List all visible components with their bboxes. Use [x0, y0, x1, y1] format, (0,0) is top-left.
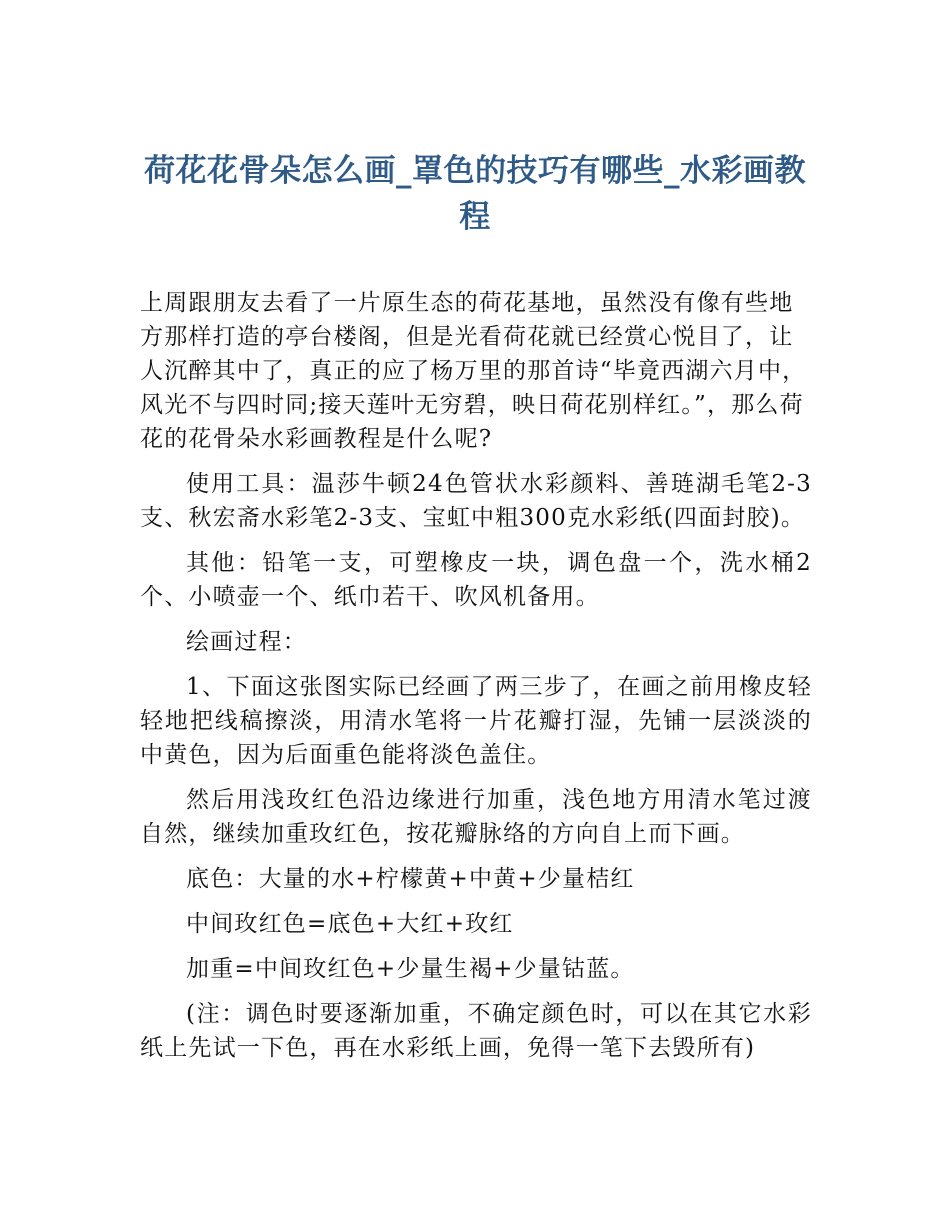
base-color-line: 底色：大量的水+柠檬黄+中黄+少量桔红 — [186, 866, 635, 892]
darken-color-line: 加重=中间玫红色+少量生褐+少量钴蓝。 — [186, 956, 635, 982]
step-continue-paragraph: 然后用浅玫红色沿边缘进行加重，浅色地方用清水笔过渡自然，继续加重玫红色，按花瓣脉络的方向自上而下画。 — [140, 787, 812, 847]
tools-paragraph: 使用工具：温莎牛顿24色管状水彩颜料、善琏湖毛笔2-3支、秋宏斋水彩笔2-3支、宝虹中粗300克水彩纸(四面封胶)。 — [140, 471, 812, 531]
intro-paragraph: 上周跟朋友去看了一片原生态的荷花基地，虽然没有像有些地方那样打造的亭台楼阁，但是光看荷花就已经赏心悦目了，让人沉醉其中了，真正的应了杨万里的那首诗“毕竟西湖六月中，风光不与四时同;接天莲叶无穷碧，映日荷花别样红。”，那么荷花的花骨朵水彩画教程是什么呢? — [140, 290, 807, 452]
note-paragraph: (注：调色时要逐渐加重，不确定颜色时，可以在其它水彩纸上先试一下色，再在水彩纸上画，免得一笔下去毁所有) — [140, 1001, 812, 1061]
step-one-paragraph: 1、下面这张图实际已经画了两三步了，在画之前用橡皮轻轻地把线稿擦淡，用清水笔将一片花瓣打湿，先铺一层淡淡的中黄色，因为后面重色能将淡色盖住。 — [140, 674, 812, 768]
document-body — [140, 286, 812, 1076]
mid-rose-color-line: 中间玫红色=底色+大红+玫红 — [186, 911, 514, 937]
document-title: 荷花花骨朵怎么画_罩色的技巧有哪些_水彩画教程 — [144, 153, 806, 235]
other-supplies-paragraph: 其他：铅笔一支，可塑橡皮一块，调色盘一个，洗水桶2个、小喷壶一个、纸巾若干、吹风机备用。 — [140, 550, 812, 610]
process-heading: 绘画过程： — [186, 629, 307, 655]
